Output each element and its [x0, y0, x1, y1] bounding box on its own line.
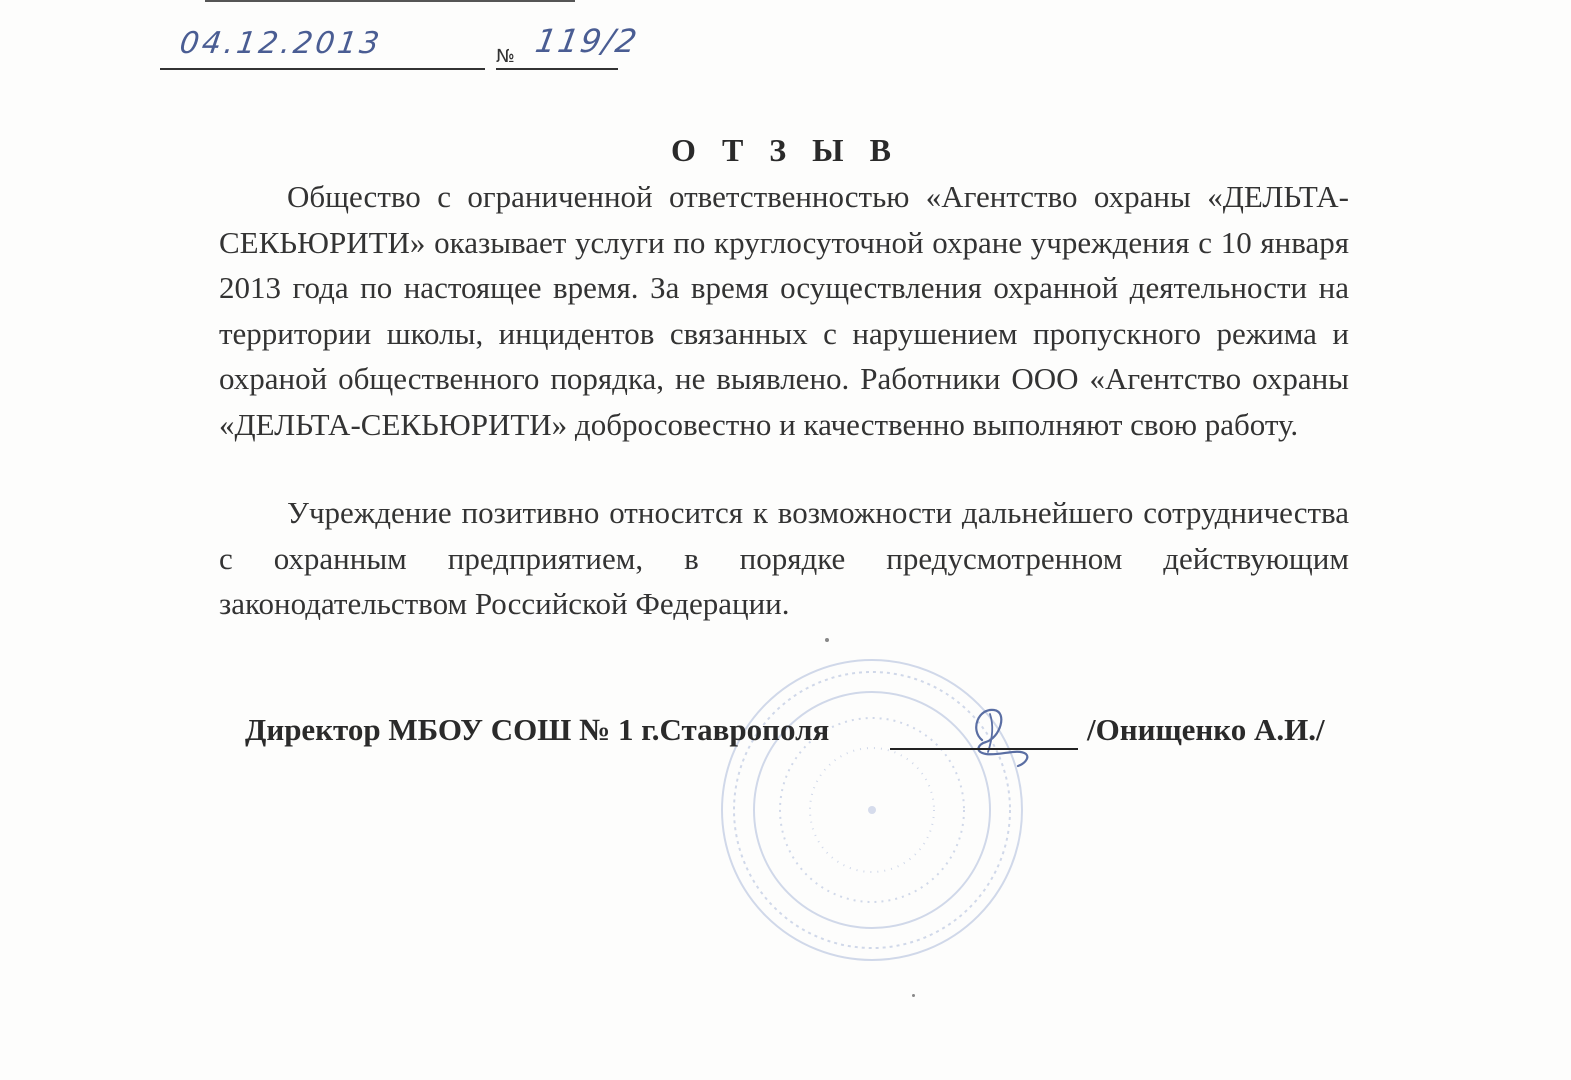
- document-title: О Т З Ы В: [671, 132, 900, 168]
- number-label: №: [496, 46, 515, 67]
- scan-speck: [912, 994, 915, 997]
- signer-name: /Онищенко А.И./: [1087, 712, 1325, 747]
- paragraph-1: Общество с ограниченной ответственностью «Агентство охраны «ДЕЛЬТА-СЕКЬЮРИТИ» оказывает услуги по круглосуточной охране учреждения с 10 января 2013 года по настоящее время. За время осуществления охранной деятельности на территории школы, инцидентов связанных с нарушением пропускного режима и охраной общественного порядка, не выявлено. Работники ООО «Агентство охраны «ДЕЛЬТА-СЕКЬЮРИТИ» добросовестно и качественно выполняют свою работу.: [219, 179, 1349, 442]
- paragraph-2: Учреждение позитивно относится к возможности дальнейшего сотрудничества с охранным предприятием, в порядке предусмотренном действующим законодательством Российской Федерации.: [219, 495, 1349, 621]
- handwritten-date: 04.12.2013: [177, 26, 385, 61]
- handwritten-number: 119/2: [532, 22, 642, 60]
- scan-speck: [825, 638, 829, 642]
- signature-line: [890, 748, 1078, 750]
- round-stamp: [712, 650, 1032, 970]
- signer-position: Директор МБОУ СОШ № 1 г.Ставрополя: [245, 712, 830, 747]
- top-scan-rule: [205, 0, 575, 2]
- signature-row: [245, 712, 1355, 762]
- date-underline: [160, 68, 485, 70]
- number-underline: [496, 68, 618, 70]
